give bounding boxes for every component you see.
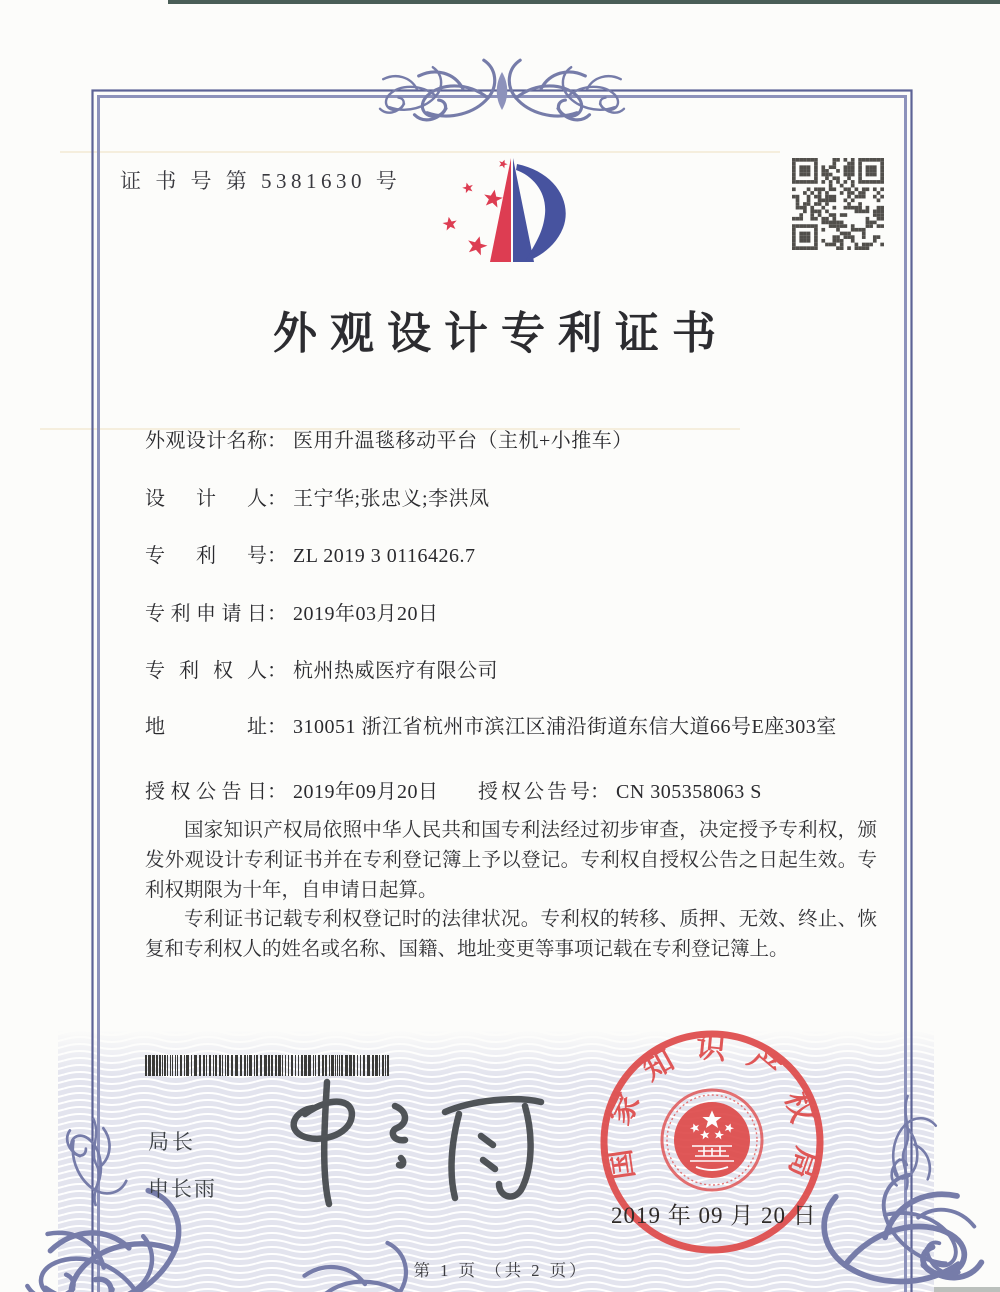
- field-value: 2019年03月20日: [293, 603, 439, 625]
- field-grant-number: 授权公告号 ： CN 305358063 S: [478, 777, 762, 808]
- page-footer: 第 1 页 （共 2 页）: [413, 1261, 589, 1280]
- field-row-filing-date: 专利申请日 ： 2019年03月20日: [145, 599, 885, 630]
- field-value: 医用升温毯移动平台（主机+小推车）: [293, 430, 633, 452]
- field-label: 专利号: [145, 545, 267, 567]
- field-row-address: 地址 ： 310051 浙江省杭州市滨江区浦沿街道东信大道66号E座303室: [145, 712, 885, 743]
- legal-text: [145, 816, 877, 965]
- field-row-patentee: 专利权人 ： 杭州热威医疗有限公司: [145, 656, 885, 687]
- seal-date: 2019 年 09 月 20 日: [611, 1203, 817, 1228]
- field-row-design-name: 外观设计名称 ： 医用升温毯移动平台（主机+小推车）: [145, 426, 885, 457]
- cnipa-logo-icon: [437, 150, 572, 282]
- field-value: 王宁华;张忠义;李洪凤: [293, 488, 490, 510]
- paragraph: 专利证书记载专利权登记时的法律状况。专利权的转移、质押、无效、终止、恢复和专利权人的姓名或名称、国籍、地址变更等事项记载在专利登记簿上。: [145, 909, 877, 961]
- field-label: 授权公告号: [478, 781, 590, 803]
- paragraph: 国家知识产权局依照中华人民共和国专利法经过初步审查，决定授予专利权，颁发外观设计专利证书并在专利登记簿上予以登记。专利权自授权公告之日起生效。专利权期限为十年，自申请日起算。: [145, 820, 877, 901]
- signoff-block: [148, 1126, 217, 1203]
- field-label: 授权公告日: [145, 781, 267, 803]
- certificate-number: 证 书 号 第 5381630 号: [120, 169, 402, 193]
- field-value: 310051 浙江省杭州市滨江区浦沿街道东信大道66号E座303室: [293, 716, 837, 738]
- field-label: 专利权人: [145, 660, 267, 682]
- field-row-designer: 设计人 ： 王宁华;张忠义;李洪凤: [145, 484, 885, 515]
- document-title: 外观设计专利证书: [273, 309, 729, 358]
- field-label: 地址: [145, 716, 267, 738]
- director-signature: [253, 1072, 563, 1212]
- qr-code: [792, 158, 884, 250]
- field-value: 杭州热威医疗有限公司: [293, 660, 498, 682]
- field-label: 外观设计名称: [145, 430, 267, 452]
- field-row-grant: 授权公告日 ： 2019年09月20日 授权公告号 ： CN 305358063 S: [145, 777, 885, 808]
- field-row-patent-number: 专利号 ： ZL 2019 3 0116426.7: [145, 541, 885, 572]
- field-label: 设计人: [145, 488, 267, 510]
- seal-agency-text: 国家知识产权局: [600, 1030, 824, 1202]
- field-value: CN 305358063 S: [616, 781, 762, 803]
- field-value: ZL 2019 3 0116426.7: [293, 545, 476, 567]
- director-name: 申长雨: [148, 1178, 217, 1201]
- field-value: 2019年09月20日: [293, 781, 439, 803]
- field-label: 专利申请日: [145, 603, 267, 625]
- national-emblem-icon: [662, 1090, 762, 1190]
- director-title: 局长: [148, 1131, 196, 1154]
